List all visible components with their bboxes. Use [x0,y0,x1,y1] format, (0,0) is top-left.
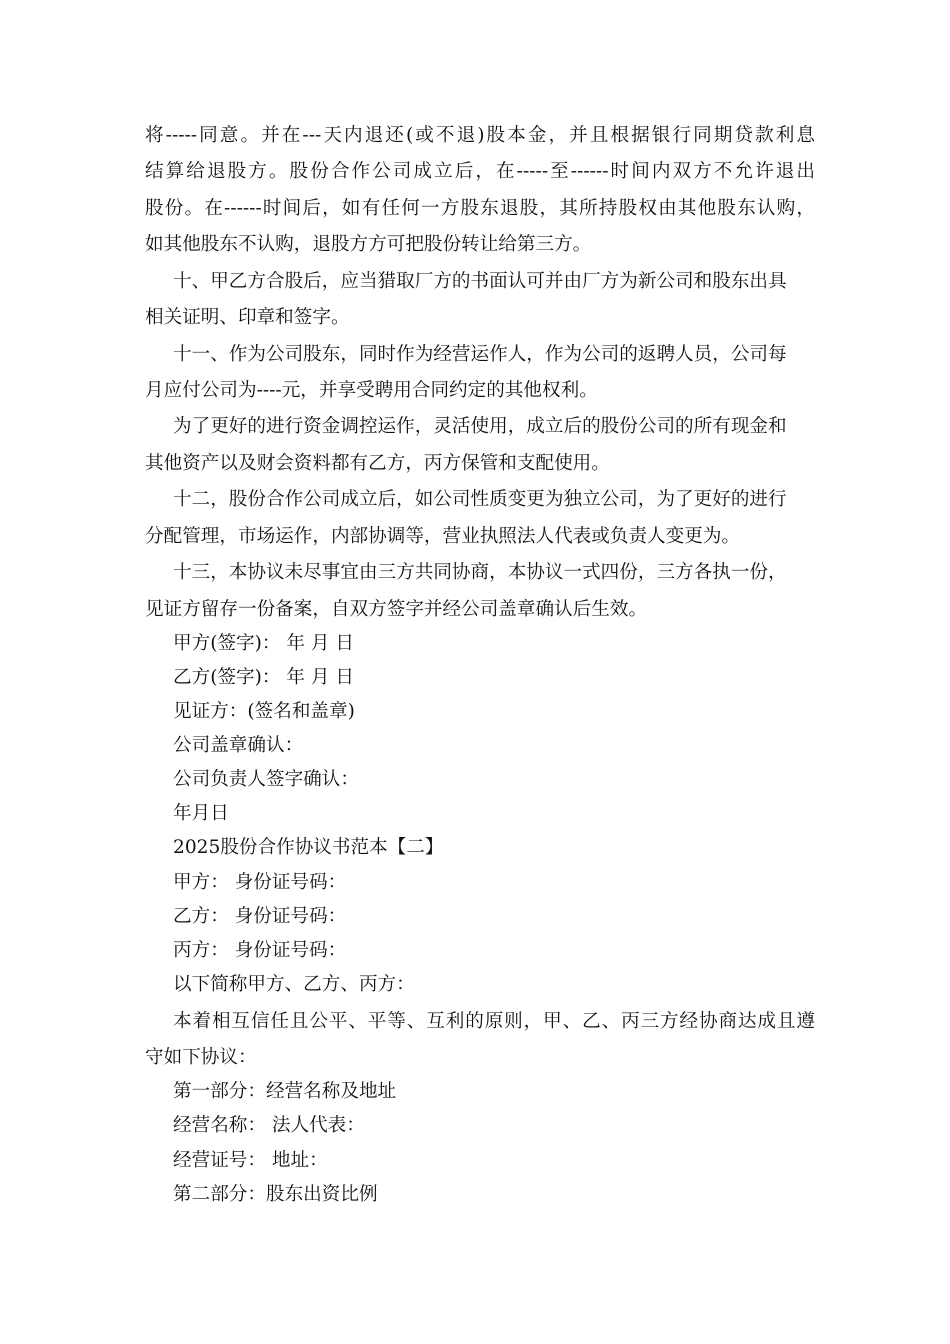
abbreviation-line: 以下简称甲方、乙方、丙方： [173,974,415,995]
paragraph-line: 其他资产以及财会资料都有乙方，丙方保管和支配使用。 [145,453,610,474]
party-b-id-line: 乙方： 身份证号码： [173,906,347,927]
paragraph-line: 如其他股东不认购，退股方方可把股份转让给第三方。 [145,234,592,255]
company-head-sign-line: 公司负责人签字确认： [173,769,359,790]
paragraph-line: 见证方留存一份备案，自双方签字并经公司盖章确认后生效。 [145,599,648,620]
paragraph-line: 十二，股份合作公司成立后，如公司性质变更为独立公司，为了更好的进行 [173,489,787,510]
paragraph-line: 为了更好的进行资金调控运作，灵活使用，成立后的股份公司的所有现金和 [173,416,787,437]
business-name-line: 经营名称： 法人代表： [173,1115,365,1136]
section-heading: 2025股份合作协议书范本【二】 [173,837,444,858]
paragraph-line: 分配管理，市场运作，内部协调等，营业执照法人代表或负责人变更为。 [145,526,741,547]
paragraph-line: 相关证明、印章和签字。 [145,307,350,328]
paragraph-line: 月应付公司为----元，并享受聘用合同约定的其他权利。 [145,380,598,401]
witness-line: 见证方：(签名和盖章) [173,701,355,722]
paragraph-line: 守如下协议： [145,1047,257,1068]
paragraph-line: 十一、作为公司股东，同时作为经营运作人，作为公司的返聘人员，公司每 [173,344,787,365]
part-two-heading: 第二部分：股东出资比例 [173,1184,378,1205]
paragraph-line: 将-----同意。并在---天内退还(或不退)股本金，并且根据银行同期贷款利息 [145,125,815,146]
paragraph-line: 结算给退股方。股份合作公司成立后，在-----至------时间内双方不允许退出 [145,161,815,182]
party-a-id-line: 甲方： 身份证号码： [173,872,347,893]
party-c-id-line: 丙方： 身份证号码： [173,940,347,961]
signature-line-party-b: 乙方(签字)： 年 月 日 [173,667,354,688]
paragraph-line: 本着相互信任且公平、平等、互利的原则，甲、乙、丙三方经协商达成且遵 [173,1011,815,1032]
date-line: 年月日 [173,803,229,824]
paragraph-line: 十三，本协议未尽事宜由三方共同协商，本协议一式四份，三方各执一份， [173,562,787,583]
paragraph-line: 股份。在------时间后，如有任何一方股东退股，其所持股权由其他股东认购， [145,198,815,219]
paragraph-line: 十、甲乙方合股后，应当猎取厂方的书面认可并由厂方为新公司和股东出具 [173,271,787,292]
part-one-heading: 第一部分：经营名称及地址 [173,1081,397,1102]
company-seal-line: 公司盖章确认： [173,735,304,756]
signature-line-party-a: 甲方(签字)： 年 月 日 [173,633,354,654]
business-license-line: 经营证号： 地址： [173,1150,328,1171]
